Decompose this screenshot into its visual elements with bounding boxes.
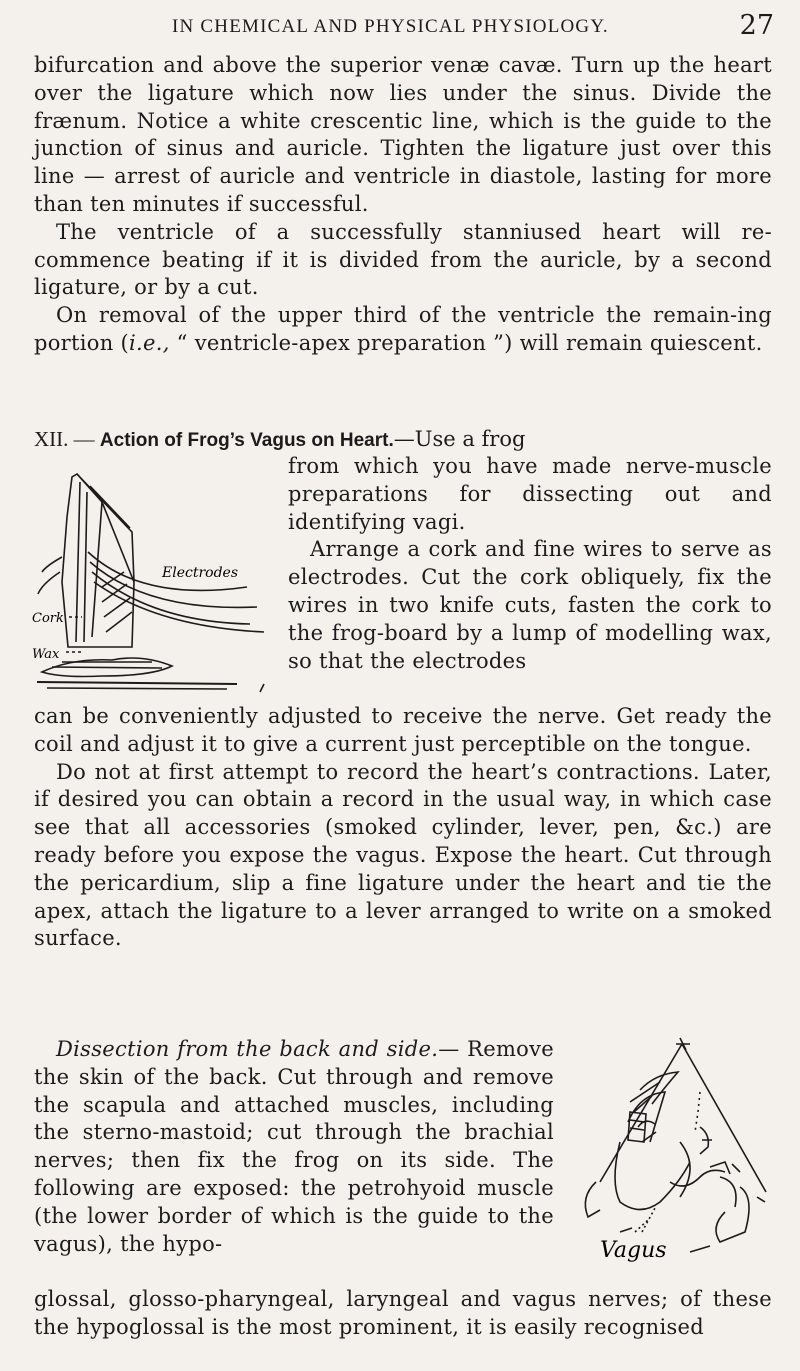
- paragraph-electrodes: Arrange a cork and fine wires to serve as electrodes. Cut the cork obliquely, fix the wires in two knife cuts, fasten the cork to the frog-board by a lump of modelling wax, so that the electrodes: [288, 537, 772, 673]
- paragraph-dissection: [34, 1036, 554, 1258]
- section-lead: —Use a frog: [393, 427, 526, 451]
- text-block-beside-figure: [288, 453, 772, 675]
- paragraph-ventricle-apex: [34, 302, 772, 358]
- paragraph-frog-preparation: from which you have made nerve-muscle preparations for dissecting out and identifying vagi.: [288, 454, 772, 534]
- label-wax: Wax: [32, 647, 60, 662]
- text-block-opening: [34, 52, 772, 358]
- paragraph-stannius-ligature: bifurcation and above the superior venæ cavæ. Turn up the heart over the ligature which now lies under the sinus. Divide the frænum. Notice a white crescentic line, which is the guide to the junction of sinus and auricle. Tighten the ligature just over this line — arrest of auricle and ventricle in diastole, lasting for more than ten minutes if successful.: [34, 53, 772, 216]
- running-head: [0, 10, 800, 40]
- dissection-heading: Dissection from the back and side.: [56, 1037, 439, 1061]
- section-number: XII. —: [34, 427, 100, 451]
- para3-text-a: On removal of the upper third of the ventricle the remain-ing portion (: [34, 303, 772, 355]
- section-title-part-b: Frog’s Vagus on Heart.: [187, 430, 394, 451]
- label-vagus: Vagus: [600, 1238, 667, 1263]
- label-electrodes: Electrodes: [162, 565, 239, 581]
- page-number: 27: [739, 10, 774, 41]
- text-block-dissection: [34, 1036, 554, 1258]
- section-heading: [34, 426, 772, 455]
- paragraph-record-contractions: Do not at first attempt to record the heart’s contractions. Later, if desired you can obtain a record in the usual way, in which case see that all accessories (smoked cylinder, lever, pen, &c.) are ready before you expose the vagus. Expose the heart. Cut through the pericardium, slip a fine ligature under the heart and tie the apex, attach the ligature to a lever arranged to write on a smoked surface.: [34, 759, 772, 951]
- dissection-text: — Remove the skin of the back. Cut through and remove the scapula and attached muscles, including the sterno-mastoid; cut through the brachial nerves; then fix the frog on its side. The following are exposed: the petrohyoid muscle (the lower border of which is the guide to the vagus), the hypo-: [34, 1037, 554, 1256]
- para3-ie: i.e.,: [129, 330, 170, 355]
- paragraph-ventricle-recommence: The ventricle of a successfully stanniused heart will re-commence beating if it is divided from the auricle, by a second ligature, or by a cut.: [34, 219, 772, 300]
- label-cork: Cork: [32, 611, 64, 626]
- paragraph-hypoglossal: glossal, glosso-pharyngeal, laryngeal and vagus nerves; of these the hypoglossal is the most prominent, it is easily recognised: [34, 1287, 772, 1339]
- electrodes-figure: [32, 462, 282, 697]
- text-block-closing: [34, 1286, 772, 1342]
- vagus-figure: [560, 1032, 775, 1282]
- running-title: IN CHEMICAL AND PHYSICAL PHYSIOLOGY.: [172, 16, 609, 37]
- section-title-part-a: Action of: [99, 430, 188, 451]
- paragraph-coil: can be conveniently adjusted to receive the nerve. Get ready the coil and adjust it to give a current just perceptible on the tongue.: [34, 704, 772, 756]
- text-block-middle: [34, 703, 772, 953]
- para3-text-b: “ ventricle-apex preparation ”) will remain quiescent.: [169, 330, 763, 355]
